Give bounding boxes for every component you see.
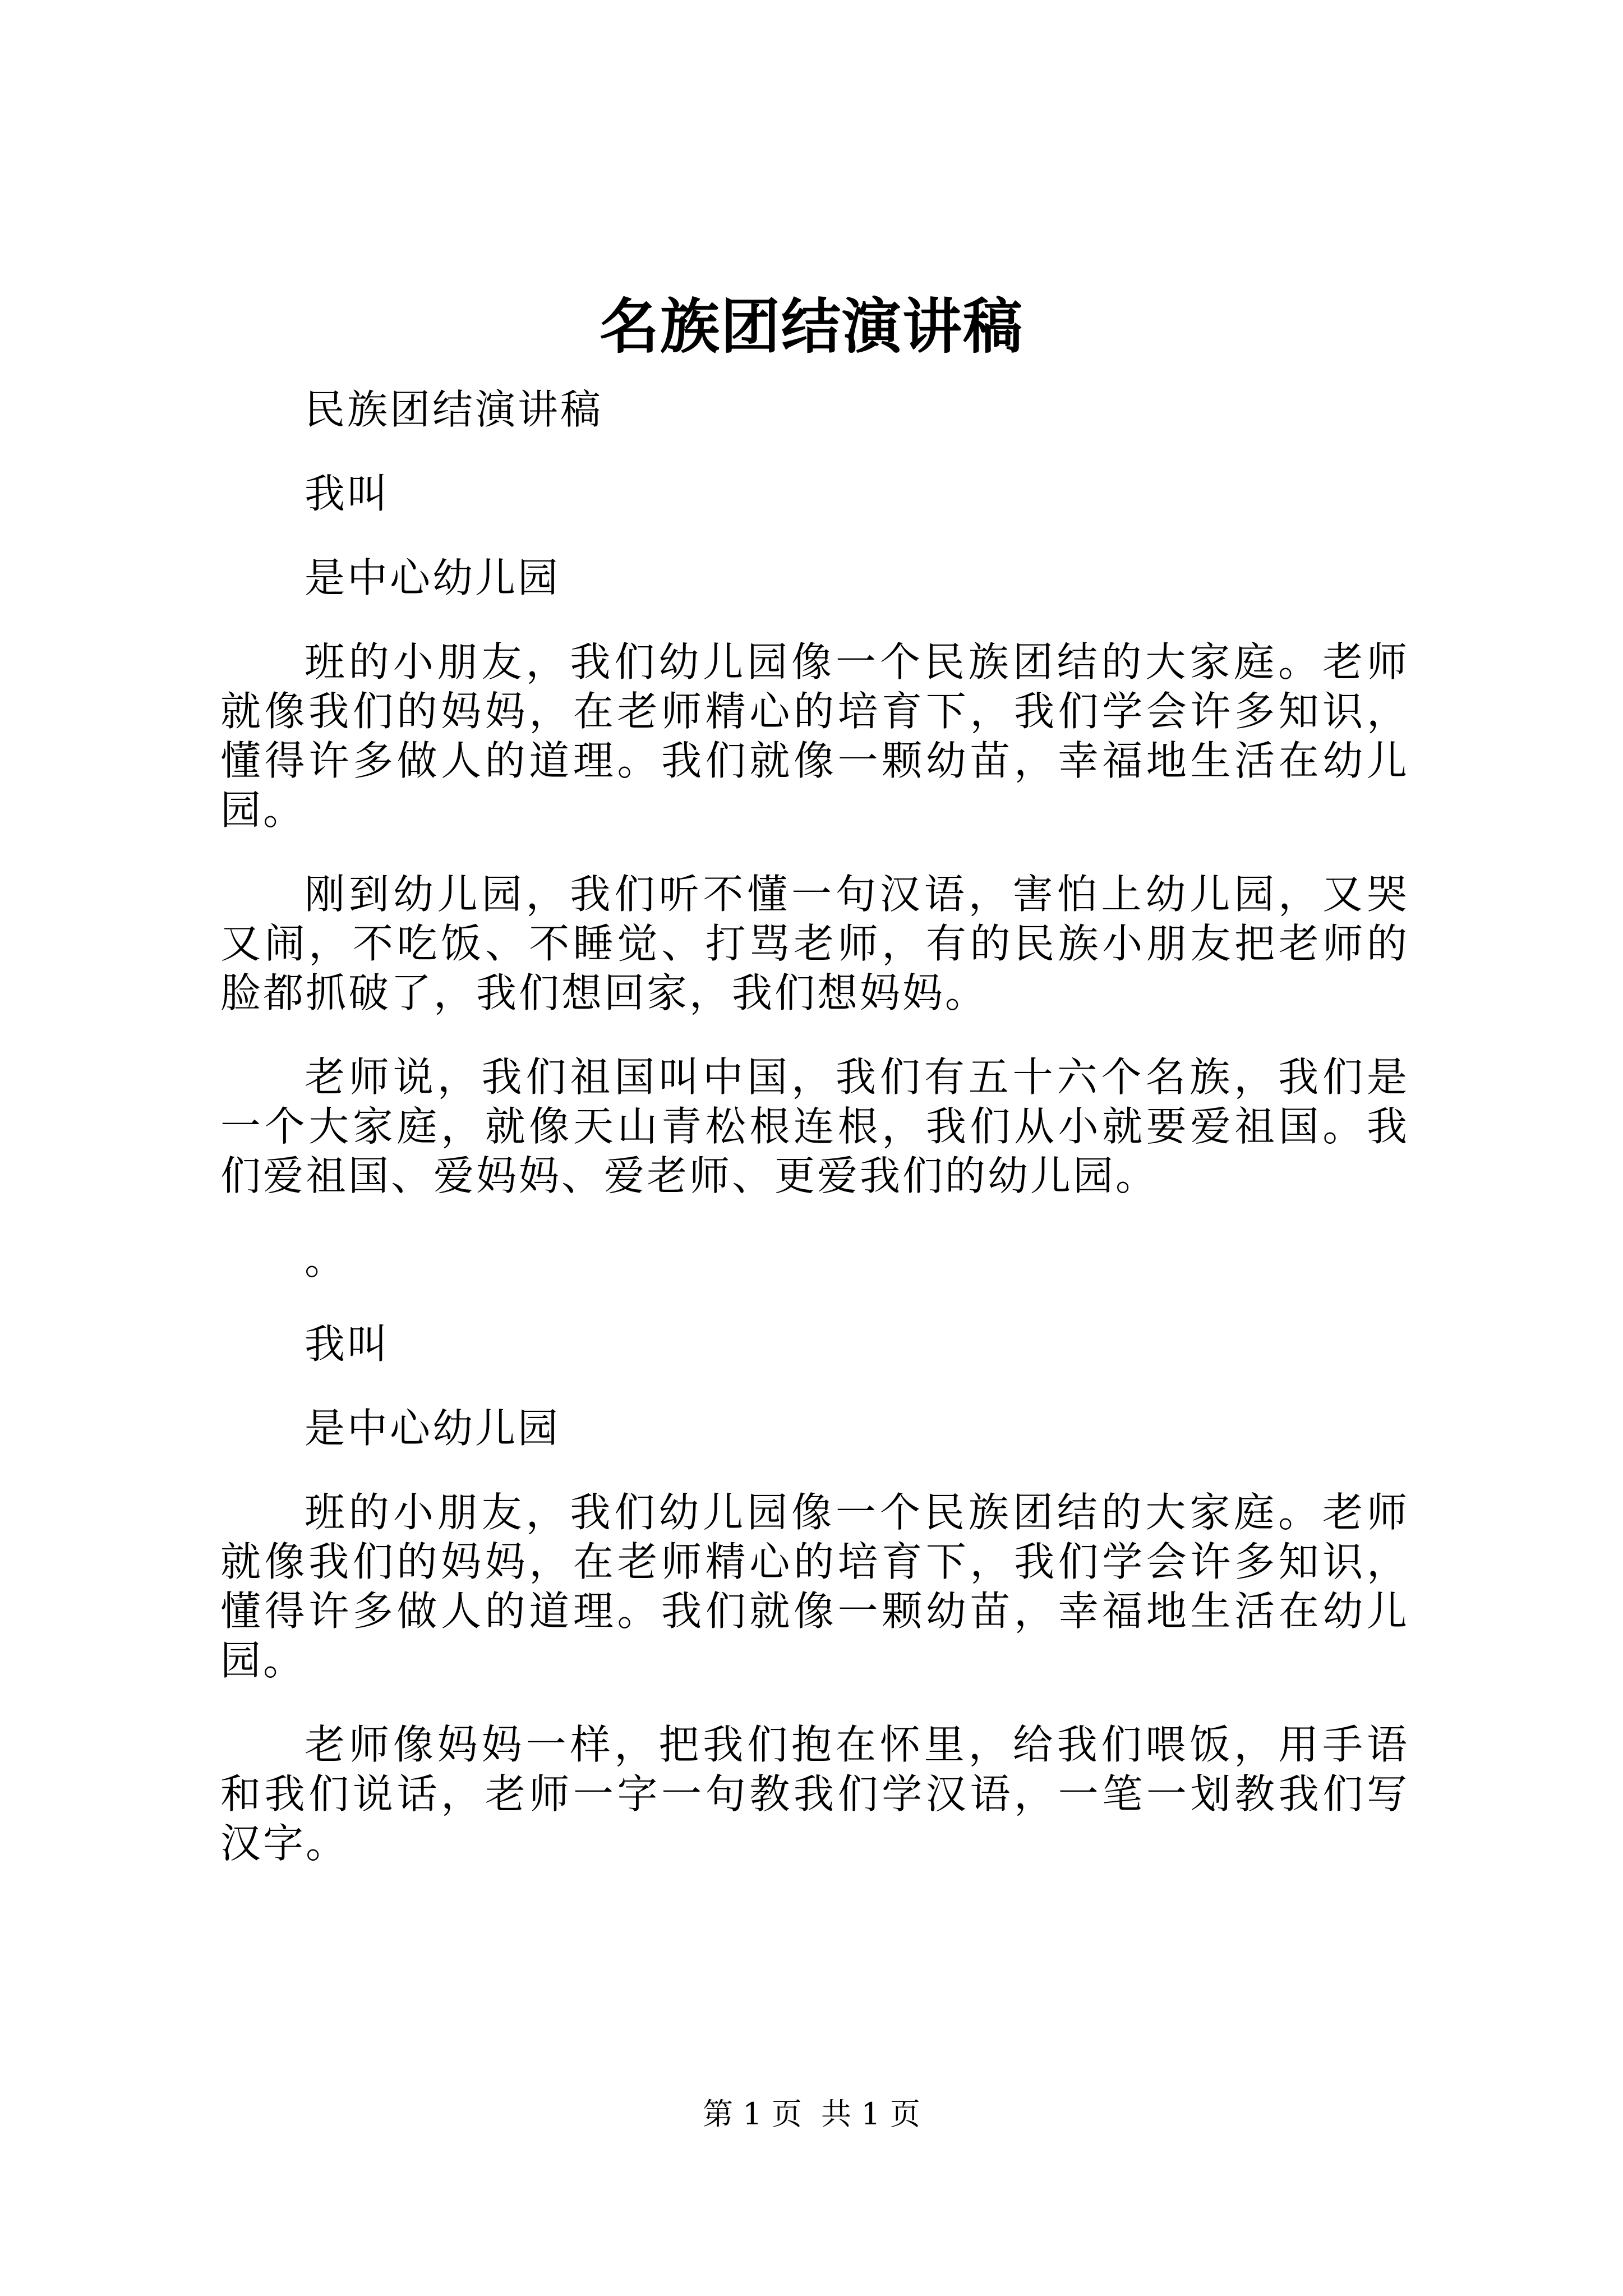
paragraph: 是中心幼儿园: [305, 1405, 561, 1452]
paragraph: 民族团结演讲稿: [305, 386, 603, 433]
paragraph: 班的小朋友，我们幼儿园像一个民族团结的大家庭。老师就像我们的妈妈，在老师精心的培育下，我们学会许多知识，懂得许多做人的道理。我们就像一颗幼苗，幸福地生活在幼儿园。: [220, 638, 1409, 834]
document-body: [220, 385, 1409, 1903]
paragraph: 老师像妈妈一样，把我们抱在怀里，给我们喂饭，用手语和我们说话，老师一字一句教我们学汉语，一笔一划教我们写汉字。: [220, 1721, 1409, 1867]
page-footer: 第 1 页 共 1 页: [703, 2096, 920, 2132]
paragraph: 是中心幼儿园: [305, 554, 561, 601]
paragraph: 刚到幼儿园，我们听不懂一句汉语，害怕上幼儿园，又哭又闹，不吃饭、不睡觉、打骂老师，有的民族小朋友把老师的脸都抓破了，我们想回家，我们想妈妈。: [220, 871, 1409, 1016]
document-title: 名族团结演讲稿: [600, 291, 1023, 361]
paragraph: 老师说，我们祖国叫中国，我们有五十六个名族，我们是一个大家庭，就像天山青松根连根，我们从小就要爱祖国。我们爱祖国、爱妈妈、爱老师、更爱我们的幼儿园。: [220, 1053, 1409, 1199]
paragraph: 。: [305, 1236, 348, 1283]
paragraph: 班的小朋友，我们幼儿园像一个民族团结的大家庭。老师就像我们的妈妈，在老师精心的培育下，我们学会许多知识，懂得许多做人的道理。我们就像一颗幼苗，幸福地生活在幼儿园。: [220, 1489, 1409, 1684]
paragraph: 我叫: [305, 1320, 390, 1368]
paragraph: 我叫: [305, 470, 390, 517]
